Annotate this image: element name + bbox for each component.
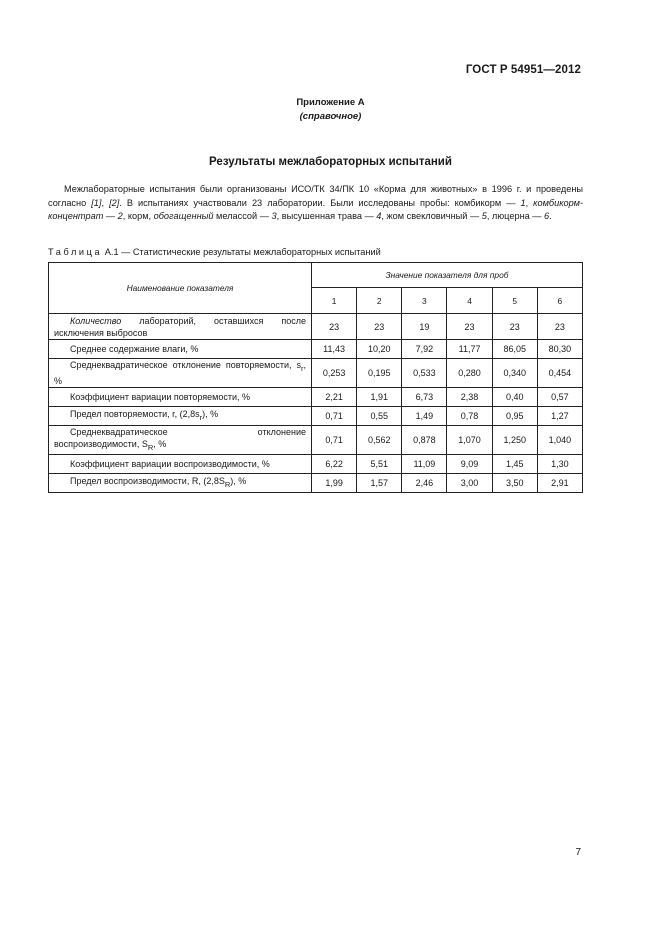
indicator-name-cell (49, 454, 312, 473)
value-cell: 11,09 (402, 454, 447, 473)
indicator-subscript: r (300, 363, 304, 373)
indicator-label: Среднеквадратическое отклонение повторяемости, s (70, 360, 301, 370)
value-cell: 0,195 (357, 359, 402, 388)
value-cell: 1,91 (357, 387, 402, 406)
indicator-suffix: ), % (202, 408, 219, 419)
value-cell: 2,46 (402, 473, 447, 492)
value-cell: 19 (402, 314, 447, 340)
table-caption (48, 247, 381, 257)
indicator-label: Среднее содержание влаги, % (70, 344, 199, 354)
indicator-suffix: ), % (230, 475, 247, 486)
table-caption-prefix: Таблица (48, 247, 103, 257)
sample-number-header: 6 (537, 288, 582, 314)
value-cell: 1,250 (492, 425, 537, 454)
value-cell: 23 (537, 314, 582, 340)
value-cell: 23 (447, 314, 492, 340)
table-row (49, 406, 583, 425)
table-body (49, 314, 583, 493)
value-cell: 23 (492, 314, 537, 340)
value-cell: 0,340 (492, 359, 537, 388)
value-cell: 6,73 (402, 387, 447, 406)
table-caption-text: А.1 — Статистические результаты межлабораторных испытаний (102, 247, 381, 257)
value-cell: 1,27 (537, 406, 582, 425)
sample-number-header: 1 (312, 288, 357, 314)
value-cell: 3,00 (447, 473, 492, 492)
value-cell: 23 (312, 314, 357, 340)
value-cell: 86,05 (492, 340, 537, 359)
value-cell: 1,040 (537, 425, 582, 454)
value-cell: 0,71 (312, 406, 357, 425)
value-cell: 23 (357, 314, 402, 340)
indicator-lead: Количество (70, 315, 122, 326)
indicator-name-cell (49, 387, 312, 406)
indicator-label: лабораторий, оставшихся после исключения выбросов (54, 315, 306, 338)
value-cell: 10,20 (357, 340, 402, 359)
value-cell: 5,51 (357, 454, 402, 473)
value-cell: 11,43 (312, 340, 357, 359)
value-cell: 11,77 (447, 340, 492, 359)
indicator-suffix: , % (54, 360, 306, 386)
value-cell: 2,38 (447, 387, 492, 406)
indicator-name-cell (49, 359, 312, 388)
value-cell: 1,070 (447, 425, 492, 454)
indicator-name-cell (49, 425, 312, 454)
value-cell: 0,533 (402, 359, 447, 388)
sample-number-header: 3 (402, 288, 447, 314)
value-cell: 1,45 (492, 454, 537, 473)
value-cell: 0,280 (447, 359, 492, 388)
table-row (49, 387, 583, 406)
value-cell: 2,21 (312, 387, 357, 406)
indicator-suffix: , % (153, 438, 167, 449)
value-cell: 0,95 (492, 406, 537, 425)
value-cell: 1,49 (402, 406, 447, 425)
value-cell: 0,878 (402, 425, 447, 454)
table-row (49, 340, 583, 359)
value-cell: 1,99 (312, 473, 357, 492)
indicator-name-cell (49, 340, 312, 359)
intro-paragraph: Межлабораторные испытания были организованы ИСО/ТК 34/ПК 10 «Корма для животных» в 1996 г. и проведены согласно [1], [2]. В испытаниях участвовали 23 лаборатории. Были исследованы пробы: комбикорм — 1, комбикорм-концентрат — 2, корм, обогащенный мелассой — 3, высушенная трава — 4, жом свекловичный — 5, люцерна — 6. (48, 184, 584, 222)
value-cell: 80,30 (537, 340, 582, 359)
value-cell: 0,57 (537, 387, 582, 406)
value-cell: 1,57 (357, 473, 402, 492)
column-header-sample-values: Значение показателя для проб (312, 263, 583, 288)
table-row (49, 359, 583, 388)
value-cell: 0,562 (357, 425, 402, 454)
indicator-label: Среднеквадратическое отклонение воспроизводимости, S (54, 426, 306, 449)
value-cell: 1,30 (537, 454, 582, 473)
value-cell: 0,71 (312, 425, 357, 454)
page-number: 7 (575, 847, 581, 858)
sample-number-header: 5 (492, 288, 537, 314)
column-header-indicator: Наименование показателя (49, 263, 312, 314)
table-row (49, 473, 583, 492)
indicator-name-cell (49, 314, 312, 340)
annex-title: Приложение А (296, 97, 365, 108)
standard-code: ГОСТ Р 54951—2012 (465, 64, 581, 76)
value-cell: 0,78 (447, 406, 492, 425)
table-row (49, 454, 583, 473)
value-cell: 0,55 (357, 406, 402, 425)
table-row (49, 314, 583, 340)
indicator-label: Предел повторяемости, r, (2,8s (70, 408, 200, 419)
indicator-name-cell (49, 473, 312, 492)
value-cell: 9,09 (447, 454, 492, 473)
sample-number-header: 4 (447, 288, 492, 314)
table-row (49, 425, 583, 454)
indicator-subscript: r (199, 412, 203, 422)
sample-number-header: 2 (357, 288, 402, 314)
value-cell: 0,40 (492, 387, 537, 406)
indicator-subscript: R (147, 442, 154, 452)
value-cell: 7,92 (402, 340, 447, 359)
indicator-subscript: R (224, 479, 231, 489)
annex-subtitle: (справочное) (299, 111, 362, 122)
value-cell: 0,253 (312, 359, 357, 388)
value-cell: 3,50 (492, 473, 537, 492)
results-table (48, 262, 583, 493)
value-cell: 6,22 (312, 454, 357, 473)
indicator-name-cell (49, 406, 312, 425)
value-cell: 2,91 (537, 473, 582, 492)
value-cell: 0,454 (537, 359, 582, 388)
indicator-label: Предел воспроизводимости, R, (2,8S (70, 475, 225, 486)
indicator-label: Коэффициент вариации повторяемости, % (70, 391, 251, 402)
annex-heading (0, 96, 661, 124)
indicator-label: Коэффициент вариации воспроизводимости, % (70, 458, 270, 469)
section-title: Результаты межлабораторных испытаний (209, 156, 452, 168)
